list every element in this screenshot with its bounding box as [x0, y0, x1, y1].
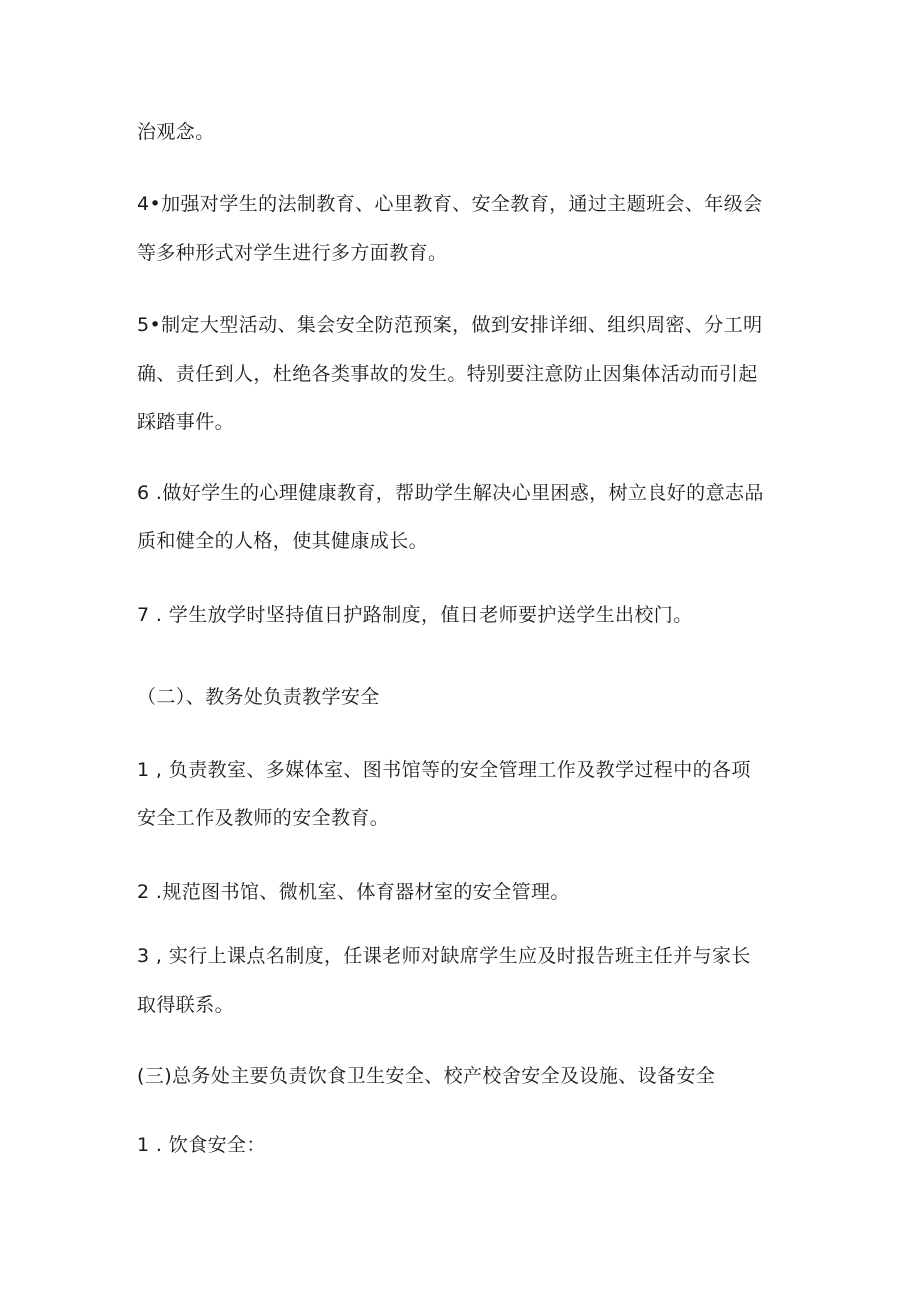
paragraph-7-line-1: 1 , 负责教室、多媒体室、图书馆等的安全管理工作及教学过程中的各项 — [137, 759, 751, 781]
paragraph-5-line-1: 7 . 学生放学时坚持值日护路制度，值日老师要护送学生出校门。 — [137, 604, 693, 626]
paragraph-3-line-1: 5•制定大型活动、集会安全防范预案，做到安排详细、组织周密、分工明 — [137, 314, 763, 336]
section-heading-3: (三)总务处主要负责饮食卫生安全、校产校舍安全及设施、设备安全 — [137, 1065, 716, 1087]
paragraph-2-line-2: 等多种形式对学生进行多方面教育。 — [137, 242, 448, 264]
paragraph-3-line-2: 确、责任到人，杜绝各类事故的发生。特别要注意防止因集体活动而引起 — [137, 363, 758, 385]
paragraph-9-line-2: 取得联系。 — [137, 994, 235, 1016]
paragraph-3-line-3: 踩踏事件。 — [137, 411, 235, 433]
paragraph-8-line-1: 2 .规范图书馆、微机室、体育器材室的安全管理。 — [137, 881, 570, 903]
paragraph-4-line-1: 6 .做好学生的心理健康教育，帮助学生解决心里困惑，树立良好的意志品 — [137, 482, 764, 504]
paragraph-4-line-2: 质和健全的人格，使其健康成长。 — [137, 530, 429, 552]
paragraph-9-line-1: 3 , 实行上课点名制度，任课老师对缺席学生应及时报告班主任并与家长 — [137, 945, 751, 967]
paragraph-11-line-1: 1 . 饮食安全： — [137, 1134, 266, 1156]
section-heading-2: （二）、教务处负责教学安全 — [137, 686, 380, 708]
paragraph-7-line-2: 安全工作及教师的安全教育。 — [137, 807, 390, 829]
paragraph-1-line-1: 治观念。 — [137, 121, 215, 143]
paragraph-2-line-1: 4•加强对学生的法制教育、心里教育、安全教育，通过主题班会、年级会 — [137, 193, 763, 215]
